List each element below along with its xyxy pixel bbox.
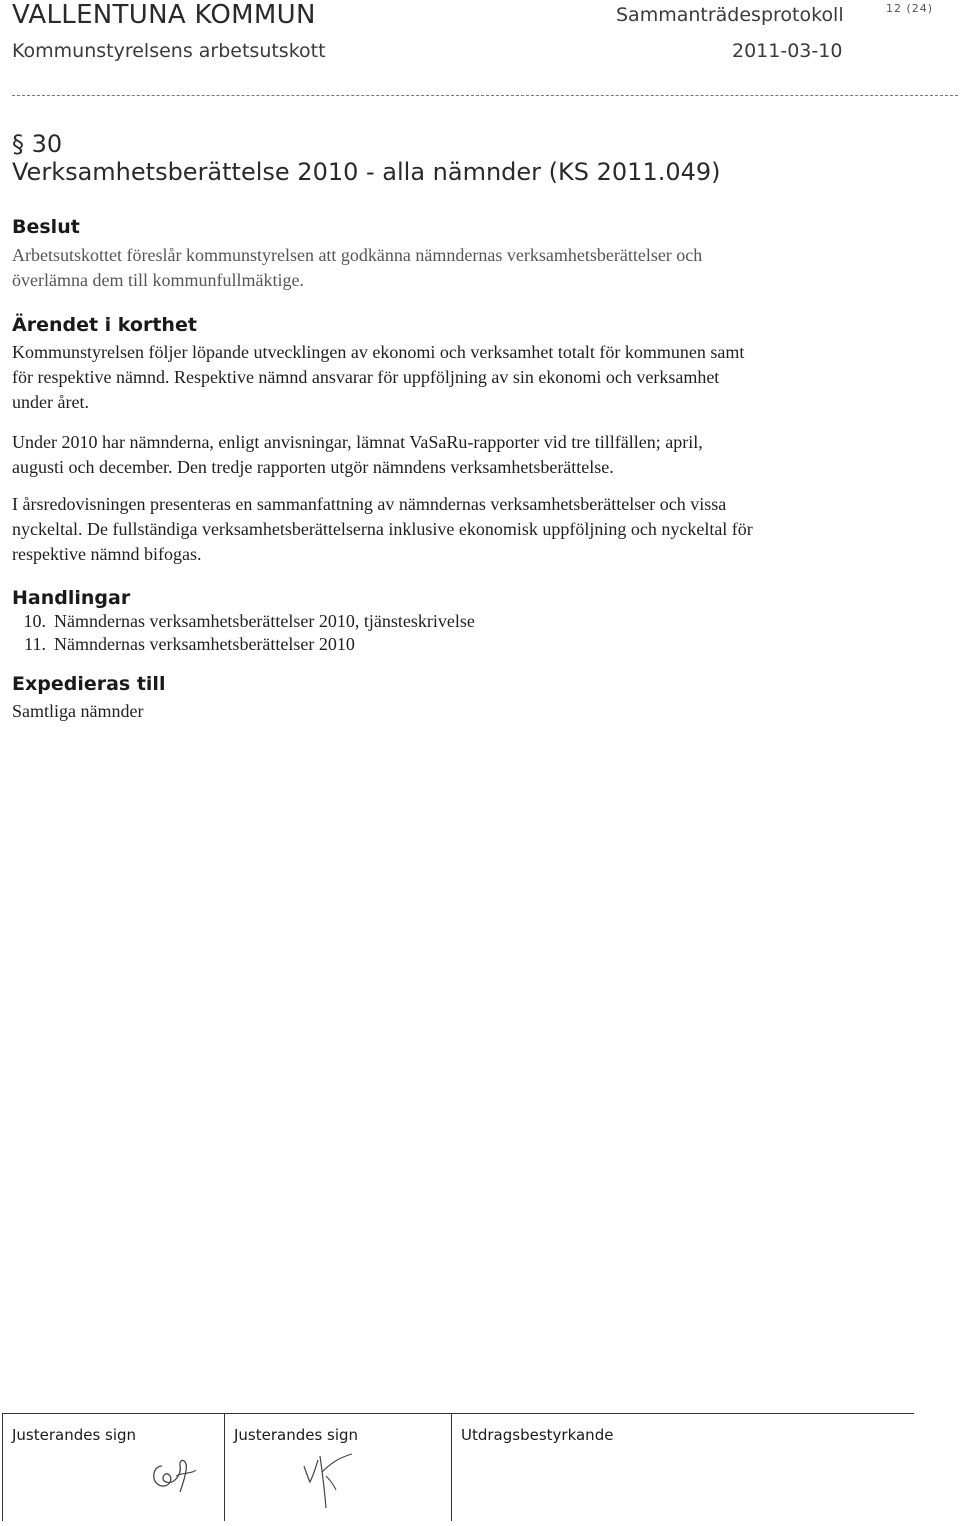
meeting-date: 2011-03-10 (732, 40, 843, 62)
paragraph-line: Under 2010 har nämnderna, enligt anvisningar, lämnat VaSaRu-rapporter vid tre tillfällen; april, (12, 432, 703, 452)
paragraph-line: nyckeltal. De fullständiga verksamhetsberättelserna inklusive ekonomisk uppföljning och nyckeltal för (12, 519, 753, 539)
beslut-line: överlämna dem till kommunfullmäktige. (12, 270, 304, 290)
header-divider (12, 95, 958, 96)
signature-divider (2, 1413, 3, 1521)
page-number: 12 (24) (886, 2, 934, 15)
beslut-heading: Beslut (12, 216, 80, 238)
arendet-heading: Ärendet i korthet (12, 314, 197, 336)
signature-label-3: Utdragsbestyrkande (461, 1426, 614, 1444)
arendet-paragraph-2 (12, 430, 912, 480)
paragraph-line: respektive nämnd bifogas. (12, 544, 202, 564)
handling-number: 11. (24, 634, 46, 654)
handling-text: Nämndernas verksamhetsberättelser 2010, tjänsteskrivelse (54, 611, 475, 631)
item-title: Verksamhetsberättelse 2010 - alla nämnder (KS 2011.049) (12, 158, 721, 186)
handling-item (12, 632, 912, 657)
paragraph-line: augusti och december. Den tredje rapporten utgör nämndens verksamhetsberättelse. (12, 457, 614, 477)
beslut-line: Arbetsutskottet föreslår kommunstyrelsen att godkänna nämndernas verksamhetsberättelser och (12, 245, 703, 265)
handwritten-signature-1 (140, 1452, 210, 1500)
handling-item (12, 609, 912, 634)
arendet-paragraph-1 (12, 340, 912, 415)
paragraph-number: § 30 (12, 130, 63, 158)
signature-divider (224, 1413, 225, 1521)
signature-label-2: Justerandes sign (234, 1426, 359, 1444)
beslut-text (12, 243, 912, 293)
signature-divider (451, 1413, 452, 1521)
expedieras-text: Samtliga nämnder (12, 701, 144, 721)
expedieras-heading: Expedieras till (12, 673, 166, 695)
committee-name: Kommunstyrelsens arbetsutskott (12, 40, 326, 62)
paragraph-line: för respektive nämnd. Respektive nämnd ansvarar för uppföljning av sin ekonomi och verksamhet (12, 367, 720, 387)
handwritten-signature-2 (294, 1448, 364, 1518)
organization-name: VALLENTUNA KOMMUN (12, 0, 316, 30)
signature-top-rule (2, 1413, 914, 1414)
paragraph-line: under året. (12, 392, 89, 412)
handlingar-heading: Handlingar (12, 587, 131, 609)
paragraph-line: Kommunstyrelsen följer löpande utvecklingen av ekonomi och verksamhet totalt för kommunen samt (12, 342, 745, 362)
handling-text: Nämndernas verksamhetsberättelser 2010 (54, 634, 355, 654)
paragraph-line: I årsredovisningen presenteras en sammanfattning av nämndernas verksamhetsberättelser och vissa (12, 494, 727, 514)
arendet-paragraph-3 (12, 492, 912, 567)
handling-number: 10. (23, 611, 46, 631)
signature-label-1: Justerandes sign (12, 1426, 137, 1444)
document-type: Sammanträdesprotokoll (616, 4, 844, 26)
